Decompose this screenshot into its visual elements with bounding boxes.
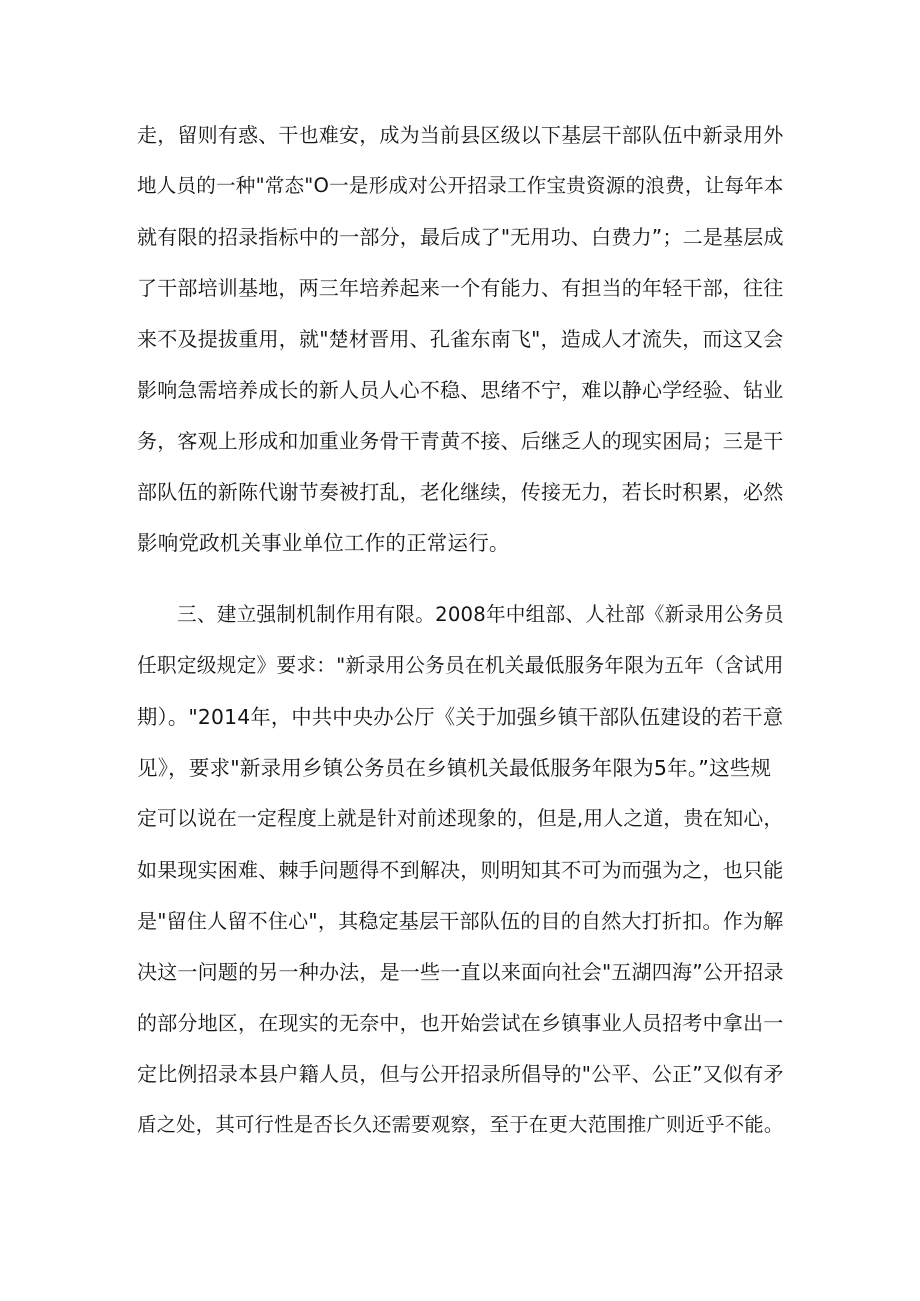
text-line: 定可以说在一定程度上就是针对前述现象的，但是,用人之道，贵在知心， — [137, 807, 784, 830]
text-line: 走，留则有惑、干也难安，成为当前县区级以下基层干部队伍中新录用外 — [137, 123, 784, 147]
text-line: 定比例招录本县户籍人员，但与公开招录所倡导的"公平、公正”又似有矛 — [137, 1062, 784, 1086]
text-line: 三、建立强制机制作用有限。2008年中组部、人社部《新录用公务员 — [177, 603, 784, 626]
text-line: 影响党政机关事业单位工作的正常运行。 — [137, 531, 510, 555]
text-line: 盾之处，其可行性是否长久还需要观察，至于在更大范围推广则近乎不能。 — [137, 1113, 784, 1136]
text-line: 期）。"2014年，中共中央办公厅《关于加强乡镇干部队伍建设的若干意 — [137, 705, 784, 729]
text-line: 了干部培训基地，两三年培养起来一个有能力、有担当的年轻干部，往往 — [137, 276, 784, 300]
text-line: 地人员的一种"常态"O一是形成对公开招录工作宝贵资源的浪费，让每年本 — [137, 174, 784, 197]
text-line: 如果现实困难、棘手问题得不到解决，则明知其不可为而强为之，也只能 — [137, 858, 784, 882]
text-line: 部队伍的新陈代谢节奏被打乱，老化继续，传接无力，若长时积累，必然 — [137, 480, 784, 504]
text-line: 任职定级规定》要求："新录用公务员在机关最低服务年限为五年（含试用 — [137, 654, 784, 677]
text-line: 的部分地区，在现实的无奈中，也开始尝试在乡镇事业人员招考中拿出一 — [137, 1011, 784, 1035]
text-line: 是"留住人留不住心"，其稳定基层干部队伍的目的自然大打折扣。作为解 — [137, 909, 784, 933]
text-line: 来不及提拔重用，就"楚材晋用、孔雀东南飞"，造成人才流失，而这又会 — [137, 327, 784, 351]
text-line: 就有限的招录指标中的一部分，最后成了"无用功、白费力”；二是基层成 — [137, 225, 784, 249]
text-line: 影响急需培养成长的新人员人心不稳、思绪不宁，难以静心学经验、钻业 — [137, 378, 784, 402]
text-line: 见》，要求"新录用乡镇公务员在乡镇机关最低服务年限为5年。”这些规 — [137, 756, 772, 780]
text-line: 务，客观上形成和加重业务骨干青黄不接、后继乏人的现实困局；三是干 — [137, 429, 784, 453]
text-line: 决这一问题的另一种办法，是一些一直以来面向社会"五湖四海”公开招录 — [137, 960, 784, 984]
